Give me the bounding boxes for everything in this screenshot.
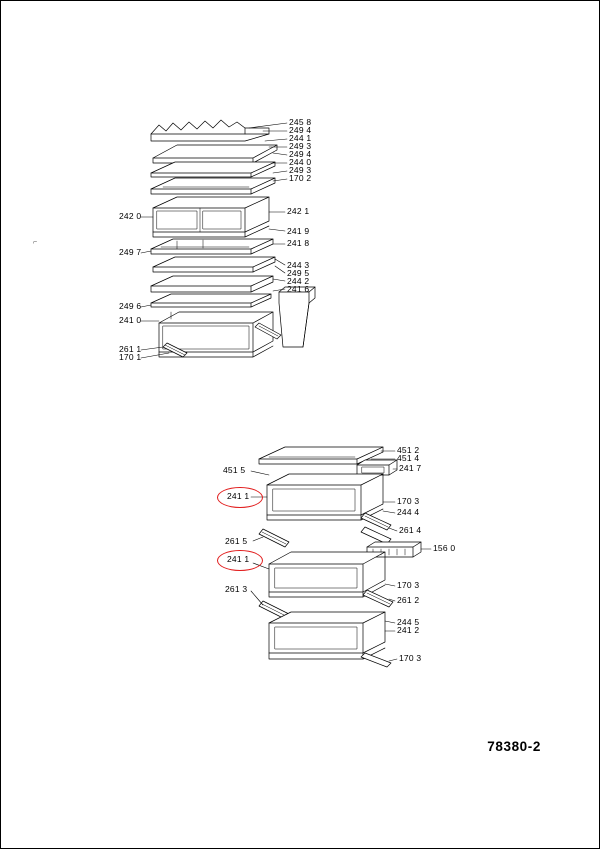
part-244-2 [151, 276, 273, 292]
part-label-249-6: 249 6 [119, 301, 142, 311]
part-label-170-2: 170 2 [289, 173, 312, 183]
part-rail-right [255, 323, 281, 339]
part-bottom-rail [361, 653, 391, 667]
part-244-3 [153, 257, 275, 272]
part-label-244-3: 244 3 [287, 260, 310, 270]
part-244-0 [151, 178, 275, 194]
part-label-261-4: 261 4 [399, 525, 422, 535]
part-label-241-8: 241 8 [287, 238, 310, 248]
part-label-170-1: 170 1 [119, 352, 142, 362]
part-245-8 [151, 120, 269, 141]
part-label-244-1: 244 1 [289, 133, 312, 143]
part-label-451-5: 451 5 [223, 465, 246, 475]
part-label-241-1-lower: 241 1 [227, 554, 250, 564]
part-label-261-3: 261 3 [225, 584, 248, 594]
part-label-242-0: 242 0 [119, 211, 142, 221]
part-label-241-7: 241 7 [399, 463, 422, 473]
part-label-244-0: 244 0 [289, 157, 312, 167]
part-242-0 [153, 197, 269, 237]
part-label-249-7: 249 7 [119, 247, 142, 257]
part-rail-right-2 [363, 590, 393, 607]
part-label-245-8: 245 8 [289, 117, 312, 127]
part-label-451-4: 451 4 [397, 453, 420, 463]
part-label-241-0: 241 0 [119, 315, 142, 325]
part-label-244-5: 244 5 [397, 617, 420, 627]
part-side-bin [279, 284, 315, 347]
part-label-244-4: 244 4 [397, 507, 420, 517]
part-label-241-1-upper: 241 1 [227, 491, 250, 501]
part-label-241-9: 241 9 [287, 226, 310, 236]
part-241-7 [357, 460, 397, 475]
part-241-2 [269, 612, 385, 659]
part-label-451-2: 451 2 [397, 445, 420, 455]
stray-mark: ⌐ [33, 239, 38, 246]
part-label-261-5: 261 5 [225, 536, 248, 546]
part-249-6 [151, 294, 271, 307]
part-label-241-2: 241 2 [397, 625, 420, 635]
part-label-170-3-a: 170 3 [397, 496, 420, 506]
part-label-249-4-b: 249 4 [289, 149, 312, 159]
part-rail-left-1 [259, 529, 289, 547]
part-label-249-3-a: 249 3 [289, 141, 312, 151]
part-label-242-1: 242 1 [287, 206, 310, 216]
part-label-249-5: 249 5 [287, 268, 310, 278]
part-label-261-2: 261 2 [397, 595, 420, 605]
part-label-244-2: 244 2 [287, 276, 310, 286]
part-244-1 [153, 145, 277, 163]
part-label-156-0: 156 0 [433, 543, 456, 553]
part-label-241-6: 241 6 [287, 284, 310, 294]
part-261-1 [163, 343, 187, 357]
drawing-number: 78380-2 [487, 739, 541, 754]
part-label-261-1: 261 1 [119, 344, 142, 354]
part-label-249-4-a: 249 4 [289, 125, 312, 135]
part-249-7 [151, 239, 273, 254]
part-label-170-3-c: 170 3 [399, 653, 422, 663]
part-label-249-3-b: 249 3 [289, 165, 312, 175]
part-label-170-3-b: 170 3 [397, 580, 420, 590]
part-249-3 [151, 162, 275, 177]
